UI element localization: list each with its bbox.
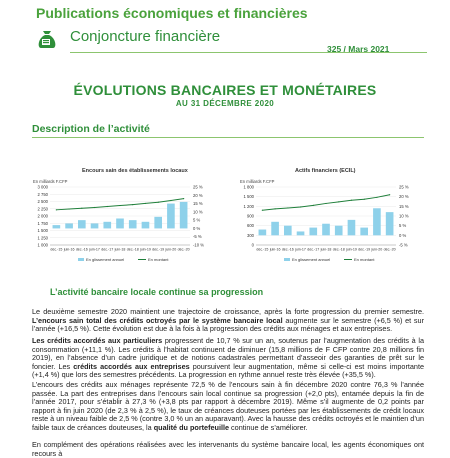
legend-swatch-bar bbox=[78, 258, 84, 261]
bar-annual-change bbox=[335, 226, 343, 236]
bar-annual-change bbox=[142, 222, 150, 229]
bar-annual-change bbox=[386, 212, 394, 235]
bar-annual-change bbox=[154, 217, 162, 229]
legend-label: En glissement annuel bbox=[292, 257, 331, 262]
y-tick-label: 3 000 bbox=[37, 184, 48, 190]
line-point bbox=[183, 198, 184, 199]
y2-tick-label: 20 % bbox=[399, 194, 409, 200]
y2-tick-label: 15 % bbox=[193, 201, 203, 207]
y-tick-label: 1 800 bbox=[243, 184, 254, 190]
bar-annual-change bbox=[322, 224, 330, 236]
x-tick-label: juin-17 bbox=[295, 247, 306, 252]
report-subtitle: AU 31 DÉCEMBRE 2020 bbox=[175, 99, 275, 108]
y-tick-label: 900 bbox=[247, 213, 254, 219]
subheading: L’activité bancaire locale continue sa progression bbox=[50, 287, 264, 297]
line-point bbox=[145, 203, 146, 204]
chart-1-unit: En milliards F.CFP bbox=[33, 179, 68, 184]
y2-tick-label: 10 % bbox=[193, 209, 203, 215]
bar-annual-change bbox=[53, 225, 61, 228]
line-point bbox=[287, 207, 288, 208]
y-tick-label: 2 500 bbox=[37, 199, 48, 204]
y-tick-label: 2 000 bbox=[37, 213, 48, 219]
y2-tick-label: -10 % bbox=[193, 242, 204, 248]
bar-annual-change bbox=[373, 208, 381, 235]
bar-annual-change bbox=[348, 220, 356, 235]
x-tick-label: déc.-15 bbox=[50, 247, 63, 252]
line-point bbox=[364, 199, 365, 200]
bar-annual-change bbox=[78, 220, 86, 228]
chart-1-title: Encours sain des établissements locaux bbox=[82, 168, 188, 174]
x-tick-label: déc.-20 bbox=[177, 247, 190, 252]
paragraph-2: Les crédits accordés aux particuliers progressent de 10,7 % sur un an, soutenus par l’augmentation des crédits à la consommation (+11,1 %). Les crédits à l’habitat continuent de diminuer (15,8 millions de F CFP contre 20,8 millions fin 2019), en l’absence d’un cadre juridique et de notions cadastrales permettant d’asseoir des garanties de prêt sur le foncier. Les crédits accordés aux entreprises poursuivent leur augmentation, même si celle-ci est moins importante (+1,4 %) que lors des semestres précédents. La progression en rythme annuel reste très élevée (+35,5 %). bbox=[32, 336, 425, 380]
y2-tick-label: 0 % bbox=[193, 225, 201, 231]
legend-label: En glissement annuel bbox=[86, 257, 125, 262]
line-point bbox=[351, 200, 352, 201]
line-point bbox=[119, 205, 120, 206]
line-point bbox=[81, 208, 82, 209]
line-point bbox=[274, 208, 275, 209]
legend-label: En montant bbox=[148, 257, 169, 262]
x-tick-label: juin-19 bbox=[346, 247, 357, 252]
y-tick-label: 1 500 bbox=[243, 194, 254, 200]
line-point bbox=[262, 210, 263, 211]
x-tick-label: déc.-15 bbox=[256, 247, 269, 252]
y2-tick-label: 25 % bbox=[193, 184, 203, 190]
y2-tick-label: 25 % bbox=[399, 184, 409, 190]
chart-1-plot bbox=[30, 183, 215, 268]
x-tick-label: déc.-19 bbox=[358, 247, 371, 252]
section-divider bbox=[32, 137, 424, 138]
bar-annual-change bbox=[65, 223, 73, 228]
y-tick-label: 1 000 bbox=[37, 242, 48, 248]
y-tick-label: 0 bbox=[251, 242, 254, 248]
bar-annual-change bbox=[129, 220, 137, 228]
y-tick-label: 2 250 bbox=[37, 206, 48, 212]
paragraph-1: Le deuxième semestre 2020 maintient une trajectoire de croissance, après la forte progression du premier semestre. L’encours sain total des crédits octroyés par le système bancaire local augmente sur le semestre (+6,5 %) et sur l’année (+16,5 %). Cette évolution est due à la fois à la progression des crédits aux ménages et aux entreprises. bbox=[32, 307, 424, 334]
report-title: ÉVOLUTIONS BANCAIRES ET MONÉTAIRES bbox=[73, 82, 377, 98]
money-bag-icon bbox=[36, 28, 58, 50]
series-title: Conjoncture financière bbox=[70, 28, 221, 45]
x-tick-label: déc.-17 bbox=[307, 247, 320, 252]
y2-tick-label: 20 % bbox=[193, 192, 203, 198]
y2-tick-label: 0 % bbox=[399, 232, 407, 238]
y-tick-label: 1 750 bbox=[37, 220, 48, 226]
section-title: Description de l’activité bbox=[32, 123, 150, 135]
y2-tick-label: -5 % bbox=[193, 234, 202, 240]
line-point bbox=[107, 206, 108, 207]
x-tick-label: déc.-18 bbox=[332, 247, 345, 252]
line-point bbox=[170, 200, 171, 201]
bar-annual-change bbox=[360, 228, 368, 236]
line-amount bbox=[262, 195, 389, 210]
y2-tick-label: 15 % bbox=[399, 203, 409, 209]
line-point bbox=[389, 194, 390, 195]
x-tick-label: déc.-20 bbox=[383, 247, 396, 252]
line-point bbox=[68, 208, 69, 209]
x-tick-label: juin-19 bbox=[140, 247, 151, 252]
bar-annual-change bbox=[116, 218, 124, 228]
bar-annual-change bbox=[284, 226, 292, 236]
bar-annual-change bbox=[271, 222, 279, 236]
x-tick-label: juin-16 bbox=[269, 247, 281, 252]
line-amount bbox=[56, 199, 183, 210]
y2-tick-label: 5 % bbox=[193, 217, 201, 223]
bar-annual-change bbox=[103, 222, 111, 229]
x-tick-label: déc.-16 bbox=[75, 247, 88, 252]
line-point bbox=[300, 206, 301, 207]
y-tick-label: 1 500 bbox=[37, 228, 48, 233]
y-tick-label: 1 200 bbox=[243, 203, 254, 209]
chart-2-unit: En milliards F.CFP bbox=[240, 179, 275, 184]
bar-annual-change bbox=[167, 204, 175, 229]
x-tick-label: juin-20 bbox=[165, 247, 177, 252]
legend-swatch-bar bbox=[284, 258, 290, 261]
x-tick-label: juin-16 bbox=[63, 247, 75, 252]
line-point bbox=[325, 203, 326, 204]
y2-tick-label: -5 % bbox=[399, 242, 408, 248]
line-point bbox=[338, 201, 339, 202]
line-point bbox=[132, 204, 133, 205]
line-point bbox=[313, 205, 314, 206]
paragraph-3: L’encours des crédits aux ménages représente 72,5 % de l’encours sain à fin décembre 2020 contre 76,3 % l’année passée. La part des entreprises dans l’encours sain local continue sa progression (+2,0 pts), entamée depuis la fin de l’année 2017, pour s’établir à 27,3 % (+3,8 pts par rapport à décembre 2019). Même s’il augmente de 0,2 points par rapport à fin juin 2020 (de 2,3 % à 2,5 %), le taux de créances douteuses portées par les établissements de crédit locaux reste à un niveau faible de 2,5 % (contre 3,0 % un an auparavant). Avec la hausse des crédits octroyés et le maintien d’un faible taux de créances douteuses, la qualité du portefeuille continue de s’améliorer. bbox=[32, 380, 424, 432]
x-tick-label: déc.-19 bbox=[152, 247, 165, 252]
legend-label: En montant bbox=[354, 257, 375, 262]
line-point bbox=[376, 197, 377, 198]
x-tick-label: juin-20 bbox=[371, 247, 383, 252]
bar-annual-change bbox=[259, 230, 267, 236]
line-point bbox=[56, 209, 57, 210]
bar-annual-change bbox=[309, 228, 317, 236]
x-tick-label: juin-18 bbox=[320, 247, 332, 252]
y-tick-label: 2 750 bbox=[37, 191, 48, 197]
paragraph-4: En complément des opérations réalisées avec les intervenants du système bancaire local, les agents économiques ont recours à bbox=[32, 440, 424, 458]
y2-tick-label: 5 % bbox=[399, 223, 407, 229]
bar-annual-change bbox=[297, 231, 305, 235]
publication-label: Publications économiques et financières bbox=[36, 5, 308, 21]
x-tick-label: déc.-16 bbox=[281, 247, 294, 252]
issue-number: 325 / Mars 2021 bbox=[327, 44, 390, 54]
y-tick-label: 600 bbox=[247, 223, 254, 229]
x-tick-label: juin-18 bbox=[114, 247, 126, 252]
bar-annual-change bbox=[180, 202, 188, 229]
x-tick-label: juin-17 bbox=[89, 247, 100, 252]
line-point bbox=[158, 202, 159, 203]
y2-tick-label: 10 % bbox=[399, 213, 409, 219]
x-tick-label: déc.-18 bbox=[126, 247, 139, 252]
line-point bbox=[94, 207, 95, 208]
y-tick-label: 300 bbox=[247, 232, 254, 238]
chart-2-title: Actifs financiers (ECIL) bbox=[295, 168, 356, 174]
bar-annual-change bbox=[91, 223, 99, 228]
y-tick-label: 1 250 bbox=[37, 235, 48, 241]
chart-2-plot bbox=[236, 183, 421, 268]
x-tick-label: déc.-17 bbox=[101, 247, 114, 252]
